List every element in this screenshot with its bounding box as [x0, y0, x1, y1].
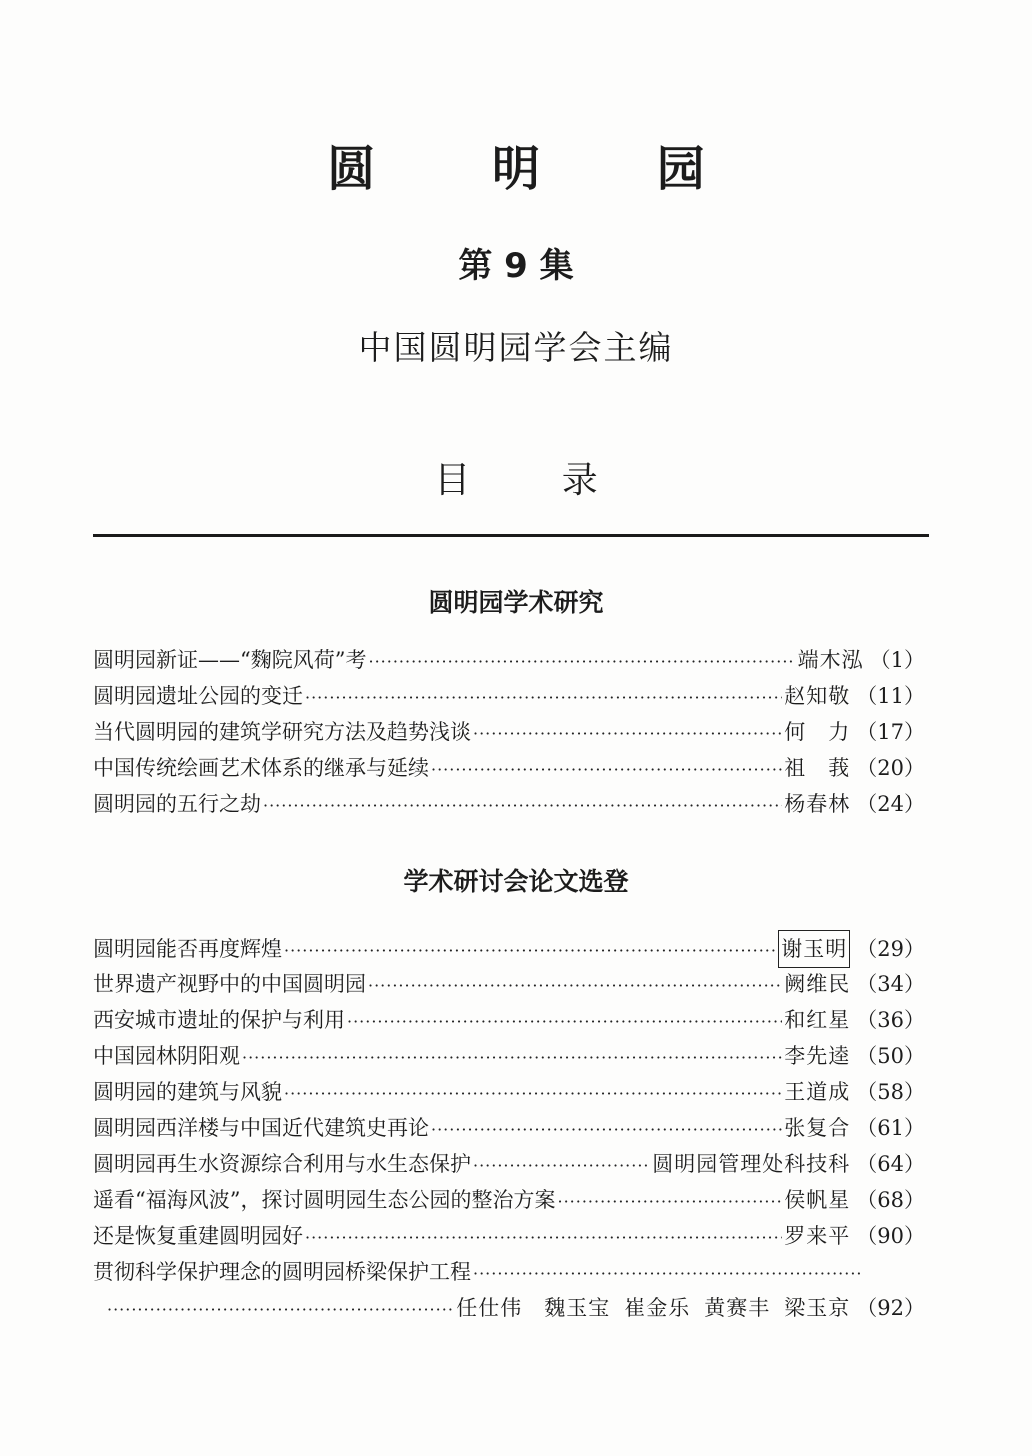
entry-page: （50）	[856, 1044, 925, 1068]
entry-title: 还是恢复重建圆明园好	[93, 1224, 303, 1248]
entry-title: 中国传统绘画艺术体系的继承与延续	[93, 756, 429, 780]
entry-title: 世界遗产视野中的中国圆明园	[93, 972, 366, 996]
entry-title: 西安城市遗址的保护与利用	[93, 1008, 345, 1032]
entry-author: 和红星	[784, 1008, 851, 1032]
toc-entry[interactable]	[93, 1110, 925, 1146]
leader-dots	[347, 1004, 782, 1040]
entry-page: （1）	[869, 648, 925, 672]
entry-title: 圆明园的五行之劫	[93, 792, 261, 816]
editor-line: 中国圆明园学会主编	[358, 328, 674, 367]
entry-author: 张复合	[784, 1116, 851, 1140]
entry-title: 圆明园新证——“麴院风荷”考	[93, 648, 367, 672]
leader-dots	[263, 788, 782, 824]
toc-entry[interactable]	[93, 1182, 925, 1218]
leader-dots	[368, 968, 782, 1004]
entry-page: （17）	[856, 720, 925, 744]
entry-author: 祖 莪	[784, 756, 851, 780]
leader-dots	[431, 752, 782, 788]
entry-author: 阙维民	[784, 972, 851, 996]
entry-title: 贯彻科学保护理念的圆明园桥梁保护工程	[93, 1260, 471, 1284]
entry-author: 何 力	[784, 720, 851, 744]
entry-author: 任仕伟	[456, 1296, 523, 1320]
section-heading-research: 圆明园学术研究	[428, 588, 604, 617]
entry-page: （92）	[856, 1296, 925, 1320]
leader-dots	[557, 1184, 782, 1220]
toc-entry[interactable]	[93, 1074, 925, 1110]
entry-author: 梁玉京	[784, 1296, 851, 1320]
divider-rule	[93, 534, 929, 537]
entry-page: （20）	[856, 756, 925, 780]
entry-page: （64）	[856, 1152, 925, 1176]
leader-dots	[473, 716, 782, 752]
entry-author: 李先逵	[784, 1044, 851, 1068]
contents-heading: 目 录	[434, 460, 638, 501]
entry-title: 圆明园西洋楼与中国近代建筑史再论	[93, 1116, 429, 1140]
toc-entry[interactable]	[93, 930, 925, 966]
toc-entry[interactable]	[93, 678, 925, 714]
leader-dots	[242, 1040, 782, 1076]
leader-dots	[305, 680, 782, 716]
entry-page: （29）	[856, 937, 925, 961]
toc-entry[interactable]	[93, 786, 925, 822]
entry-author: 端木泓	[797, 648, 864, 672]
entry-page: （61）	[856, 1116, 925, 1140]
toc-list-research	[93, 642, 925, 822]
leader-dots	[431, 1112, 782, 1148]
leader-dots	[473, 1148, 650, 1184]
entry-author: 崔金乐	[624, 1296, 691, 1320]
entry-page: （36）	[856, 1008, 925, 1032]
volume-number: 第 9 集	[458, 246, 574, 286]
entry-title: 遥看“福海风波”，探讨圆明园生态公园的整治方案	[93, 1188, 556, 1212]
entry-page: （11）	[856, 684, 925, 708]
toc-entry[interactable]	[93, 1146, 925, 1182]
toc-entry[interactable]	[93, 966, 925, 1002]
entry-page: （68）	[856, 1188, 925, 1212]
toc-entry[interactable]	[93, 1254, 925, 1290]
toc-entry-continuation[interactable]	[93, 1290, 925, 1326]
entry-page: （58）	[856, 1080, 925, 1104]
toc-entry[interactable]	[93, 714, 925, 750]
leader-dots	[368, 644, 795, 680]
entry-author: 杨春林	[784, 792, 851, 816]
entry-author: 罗来平	[784, 1224, 851, 1248]
entry-title: 圆明园的建筑与风貌	[93, 1080, 282, 1104]
entry-page: （90）	[856, 1224, 925, 1248]
leader-dots	[284, 933, 776, 969]
toc-entry[interactable]	[93, 1002, 925, 1038]
toc-list-symposium	[93, 930, 925, 1326]
leader-dots	[107, 1292, 454, 1328]
toc-entry[interactable]	[93, 1038, 925, 1074]
entry-author: 王道成	[784, 1080, 851, 1104]
leader-dots	[284, 1076, 782, 1112]
entry-title: 圆明园遗址公园的变迁	[93, 684, 303, 708]
toc-entry[interactable]	[93, 1218, 925, 1254]
entry-title: 圆明园能否再度辉煌	[93, 937, 282, 961]
entry-title: 当代圆明园的建筑学研究方法及趋势浅谈	[93, 720, 471, 744]
entry-title: 圆明园再生水资源综合利用与水生态保护	[93, 1152, 471, 1176]
book-title: 圆 明 园	[327, 141, 755, 197]
entry-page: （34）	[856, 972, 925, 996]
entry-author: 谢玉明	[778, 930, 850, 968]
entry-title: 中国园林阴阳观	[93, 1044, 240, 1068]
entry-author: 侯帆星	[784, 1188, 851, 1212]
entry-author: 圆明园管理处科技科	[652, 1152, 851, 1176]
leader-dots	[473, 1256, 861, 1292]
section-heading-symposium: 学术研讨会论文选登	[403, 867, 629, 896]
leader-dots	[305, 1220, 782, 1256]
entry-authors	[456, 1290, 850, 1326]
toc-entry[interactable]	[93, 750, 925, 786]
entry-author: 魏玉宝	[544, 1296, 611, 1320]
entry-author: 赵知敬	[784, 684, 851, 708]
toc-entry[interactable]	[93, 642, 925, 678]
entry-page: （24）	[856, 792, 925, 816]
entry-author: 黄赛丰	[704, 1296, 771, 1320]
